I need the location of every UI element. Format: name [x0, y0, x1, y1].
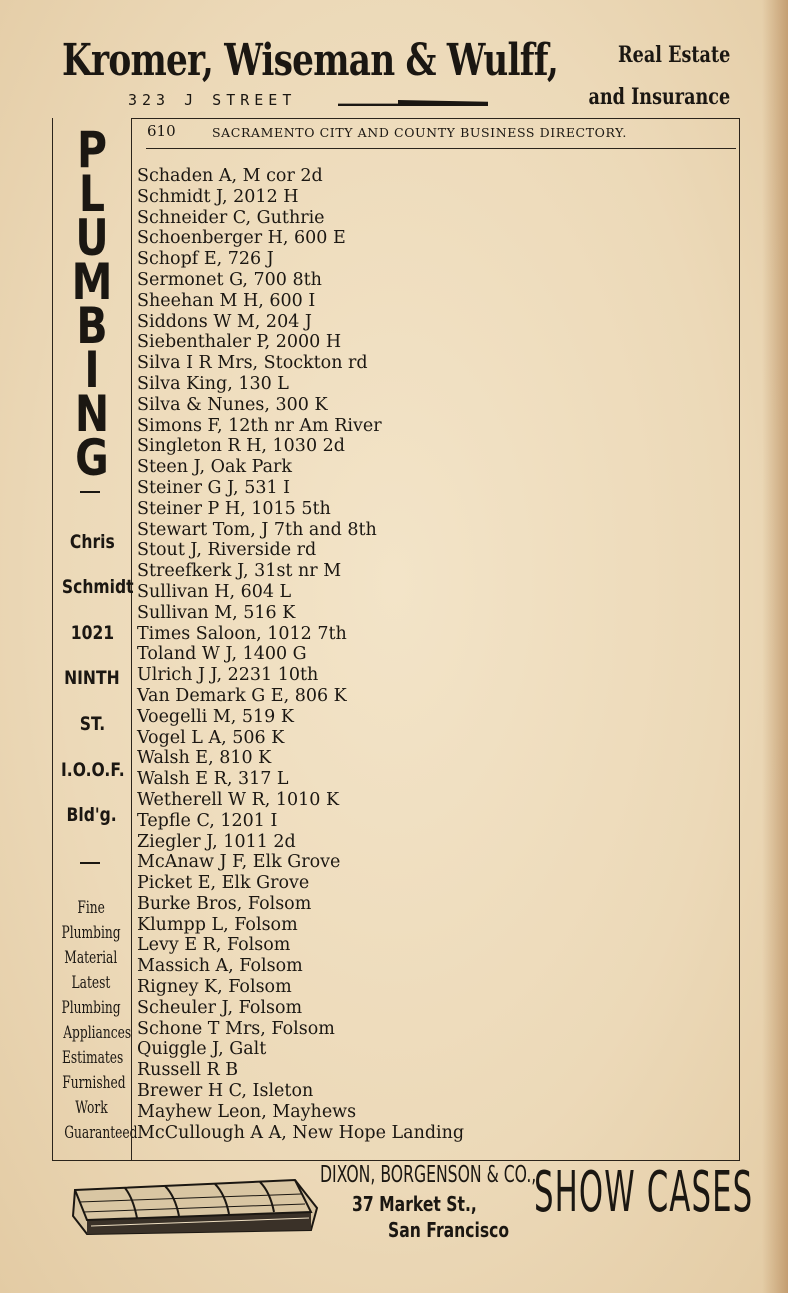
side-ad-letter: N	[74, 385, 110, 443]
listing-entry: Silva & Nunes, 300 K	[137, 394, 328, 415]
header-pointer-rule	[338, 100, 488, 106]
side-ad-building-1: I.O.O.F.	[60, 759, 125, 781]
side-ad-building-2: Bld'g.	[66, 804, 118, 826]
listing-entry: Tepfle C, 1201 I	[137, 810, 278, 831]
header-street: 323 J STREET	[128, 91, 297, 109]
listing-entry: Russell R B	[137, 1060, 239, 1081]
listing-entry: Schneider C, Guthrie	[137, 207, 325, 228]
listing-entry: Stewart Tom, J 7th and 8th	[137, 519, 377, 540]
side-ad-line: Fine	[77, 898, 105, 918]
side-ad-letter: I	[84, 341, 100, 399]
listing-entry: Schmidt J, 2012 H	[137, 186, 299, 207]
listing-entry: Van Demark G E, 806 K	[137, 685, 347, 706]
listing-entry: Sheehan M H, 600 I	[137, 290, 316, 311]
frame-top-rule	[131, 118, 740, 119]
side-ad-line: Work	[74, 1098, 108, 1118]
footer-city: San Francisco	[388, 1218, 510, 1242]
side-ad-line: Plumbing	[61, 923, 121, 943]
side-ad-line: Appliances	[63, 1023, 132, 1043]
side-ad-letter: L	[78, 165, 106, 223]
side-ad-line: Furnished	[62, 1073, 126, 1093]
listing-entry: Levy E R, Folsom	[137, 935, 291, 956]
side-ad-line: Estimates	[61, 1048, 124, 1068]
listing-entry: Walsh E, 810 K	[137, 748, 272, 769]
listing-entry: Toland W J, 1400 G	[137, 644, 307, 665]
side-ad-dash	[80, 862, 100, 864]
listing-entry: Schopf E, 726 J	[137, 249, 274, 270]
side-ad-line: Material	[64, 948, 118, 968]
frame-right-rule	[739, 118, 740, 1160]
listing-entry: Singleton R H, 1030 2d	[137, 436, 345, 457]
listing-entry: Burke Bros, Folsom	[137, 893, 312, 914]
listing-entry: Ulrich J J, 2231 10th	[137, 665, 319, 686]
side-ad-line: Plumbing	[61, 998, 121, 1018]
side-ad-number: 1021	[70, 622, 114, 644]
running-head: SACRAMENTO CITY AND COUNTY BUSINESS DIRECTORY.	[212, 125, 627, 140]
listing-entry: Massich A, Folsom	[137, 956, 303, 977]
listing-entry: Sullivan M, 516 K	[137, 602, 296, 623]
listing-entry: Simons F, 12th nr Am River	[137, 415, 382, 436]
listing-entry: Quiggle J, Galt	[137, 1039, 267, 1060]
header-firm-name: Kromer, Wiseman & Wulff,	[62, 35, 559, 86]
side-ad-vertical-word	[56, 121, 128, 487]
business-listing	[137, 166, 727, 1143]
listing-entry: Mayhew Leon, Mayhews	[137, 1101, 357, 1122]
listing-entry: Stout J, Riverside rd	[137, 540, 317, 561]
listing-entry: Klumpp L, Folsom	[137, 914, 298, 935]
listing-entry: Steiner P H, 1015 5th	[137, 498, 331, 519]
footer-firm-name: DIXON, BORGENSON & CO.,	[320, 1162, 537, 1188]
listing-entry: Walsh E R, 317 L	[137, 769, 289, 790]
side-ad-letter: G	[75, 429, 109, 487]
listing-entry: Sermonet G, 700 8th	[137, 269, 322, 290]
footer-product: SHOW CASES	[534, 1160, 754, 1225]
listing-entry: Scheuler J, Folsom	[137, 997, 303, 1018]
page-number: 610	[147, 122, 176, 140]
side-ad-name-2: Schmidt	[61, 576, 134, 598]
side-ad-street-2: ST.	[79, 713, 105, 735]
listing-entry: Silva I R Mrs, Stockton rd	[137, 353, 368, 374]
listing-entry: Sullivan H, 604 L	[137, 581, 292, 602]
listing-entry: Streefkerk J, 31st nr M	[137, 561, 342, 582]
listing-entry: McAnaw J F, Elk Grove	[137, 852, 341, 873]
side-ad-letter: B	[76, 297, 108, 355]
listing-entry: Steiner G J, 531 I	[137, 477, 291, 498]
page-edge-shadow	[762, 0, 788, 1293]
listing-entry: Rigney K, Folsom	[137, 977, 292, 998]
listing-entry: Schone T Mrs, Folsom	[137, 1018, 335, 1039]
side-ad-name-1: Chris	[69, 531, 115, 553]
listing-entry: Voegelli M, 519 K	[137, 706, 294, 727]
side-ad-letter: M	[71, 253, 113, 311]
listing-entry: Schoenberger H, 600 E	[137, 228, 346, 249]
listing-entry: Siddons W M, 204 J	[137, 311, 312, 332]
side-ad-line: Latest	[71, 973, 111, 993]
listing-entry: Steen J, Oak Park	[137, 457, 293, 478]
listing-entry: Schaden A, M cor 2d	[137, 166, 323, 186]
side-ad-dash	[80, 491, 100, 493]
listing-entry: Picket E, Elk Grove	[137, 873, 310, 894]
listing-entry: Ziegler J, 1011 2d	[137, 831, 296, 852]
listing-entry: Siebenthaler P, 2000 H	[137, 332, 342, 353]
show-case-illustration	[65, 1172, 320, 1238]
listing-entry: Times Saloon, 1012 7th	[137, 623, 347, 644]
listing-entry: Vogel L A, 506 K	[137, 727, 285, 748]
listing-entry: Wetherell W R, 1010 K	[137, 789, 340, 810]
listing-entry: Silva King, 130 L	[137, 373, 289, 394]
listing-entry: McCullough A A, New Hope Landing	[137, 1122, 465, 1143]
side-ad-street-1: NINTH	[64, 667, 120, 689]
side-ad-letter: U	[75, 209, 109, 267]
side-ad-letter: P	[76, 121, 108, 179]
running-head-rule	[146, 148, 736, 149]
side-ad-line: Guaranteed	[64, 1123, 138, 1143]
header-tagline-2: and Insurance	[588, 84, 730, 110]
listing-entry: Brewer H C, Isleton	[137, 1081, 314, 1102]
header-tagline-1: Real Estate	[617, 42, 730, 68]
footer-street: 37 Market St.,	[352, 1192, 477, 1216]
